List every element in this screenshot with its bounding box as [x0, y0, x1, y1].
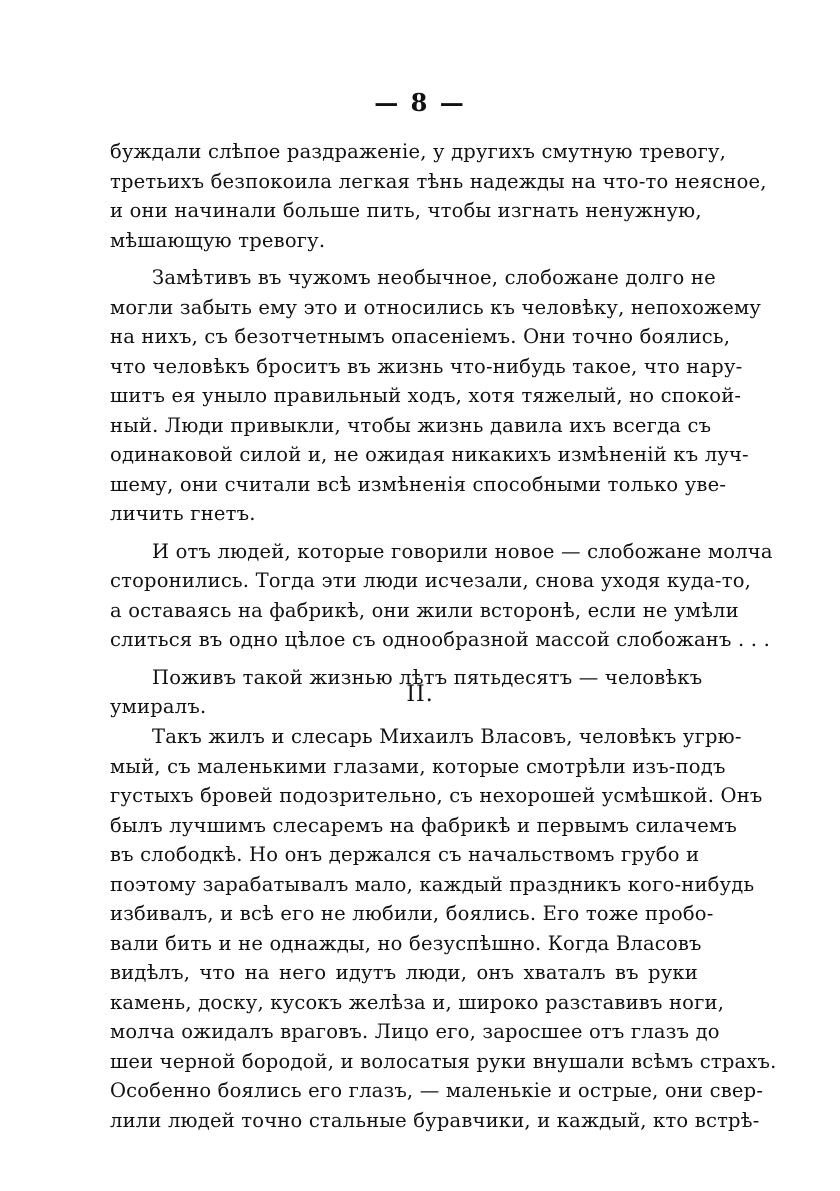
text-line: буждали слѣпое раздраженіе, у другихъ смутную тревогу, [110, 140, 727, 163]
text-line: сторонились. Тогда эти люди исчезали, снова уходя куда-то, [110, 569, 752, 592]
text-line: слиться въ одно цѣлое съ однообразной массой слобожанъ . . . [110, 628, 770, 651]
paragraph-5 [110, 722, 777, 1135]
text-line: Такъ жилъ и слесарь Михаилъ Власовъ, человѣкъ угрю- [152, 725, 742, 748]
text-line: могли забыть ему это и относились къ человѣку, непохожему [110, 295, 762, 319]
section-heading: II. [406, 682, 434, 707]
text-line: одинаковой силой и, не ожидая никакихъ измѣненій къ луч- [110, 443, 749, 466]
text-line: мый, съ маленькими глазами, которые смотрѣли изъ-подъ [110, 754, 726, 778]
text-line: третьихъ безпокоила легкая тѣнь надежды на что-то неясное, [110, 169, 767, 193]
text-line: лили людей точно стальные буравчики, и каждый, кто встрѣ- [110, 1108, 760, 1132]
text-line: поэтому зарабатывалъ мало, каждый праздникъ кого-нибудь [110, 872, 755, 896]
paragraph-3 [110, 537, 773, 655]
text-line: личить гнетъ. [110, 502, 256, 525]
text-line: избивалъ, и всѣ его не любили, боялись. Его тоже пробо- [110, 902, 714, 925]
text-line: умиралъ. [110, 695, 207, 718]
text-line: ный. Люди привыкли, чтобы жизнь давила ихъ всегда съ [110, 413, 712, 437]
text-line: въ слободкѣ. Но онъ держался съ начальствомъ грубо и [110, 843, 700, 866]
page-number: — 8 — [374, 88, 466, 117]
text-line: камень, доску, кусокъ желѣза и, широко разставивъ ноги, [110, 990, 725, 1014]
text-line: и они начинали больше пить, чтобы изгнать ненужную, [110, 199, 702, 222]
text-line: а оставаясь на фабрикѣ, они жили всторонѣ, если не умѣли [110, 598, 739, 622]
text-line: что человѣкъ броситъ въ жизнь что-нибудь такое, что нару- [110, 354, 743, 378]
text-line: молча ожидалъ враговъ. Лицо его, заросшее отъ глазъ до [110, 1020, 720, 1043]
text-line: густыхъ бровей подозрительно, съ нехорошей усмѣшкой. Онъ [110, 784, 763, 807]
text-line: Поживъ такой жизнью лѣтъ пятьдесятъ — человѣкъ [152, 665, 703, 689]
text-line: шеи черной бородой, и волосатыя руки внушали всѣмъ страхъ. [110, 1049, 777, 1073]
text-line: Особенно боялись его глазъ, — маленькіе и острые, они свер- [110, 1079, 764, 1102]
text-line: былъ лучшимъ слесаремъ на фабрикѣ и первымъ силачемъ [110, 813, 737, 837]
text-line: шитъ ея уныло правильный ходъ, хотя тяжелый, но спокой- [110, 384, 742, 407]
paragraph-2 [110, 263, 762, 529]
text-line: видѣлъ, что на него идутъ люди, онъ хваталъ въ руки [110, 961, 698, 984]
paragraph-1 [110, 137, 767, 255]
text-line: шему, они считали всѣ измѣненія способными только уве- [110, 472, 727, 496]
text-line: Замѣтивъ въ чужомъ необычное, слобожане долго не [152, 266, 716, 289]
text-block-bottom [110, 722, 777, 1135]
text-line: мѣшающую тревогу. [110, 228, 326, 252]
text-line: вали бить и не однажды, но безуспѣшно. Когда Власовъ [110, 931, 702, 955]
text-line: И отъ людей, которые говорили новое — слобожане молча [152, 539, 773, 563]
text-block-top [110, 137, 773, 722]
text-line: на нихъ, съ безотчетнымъ опасеніемъ. Они точно боялись, [110, 325, 731, 348]
